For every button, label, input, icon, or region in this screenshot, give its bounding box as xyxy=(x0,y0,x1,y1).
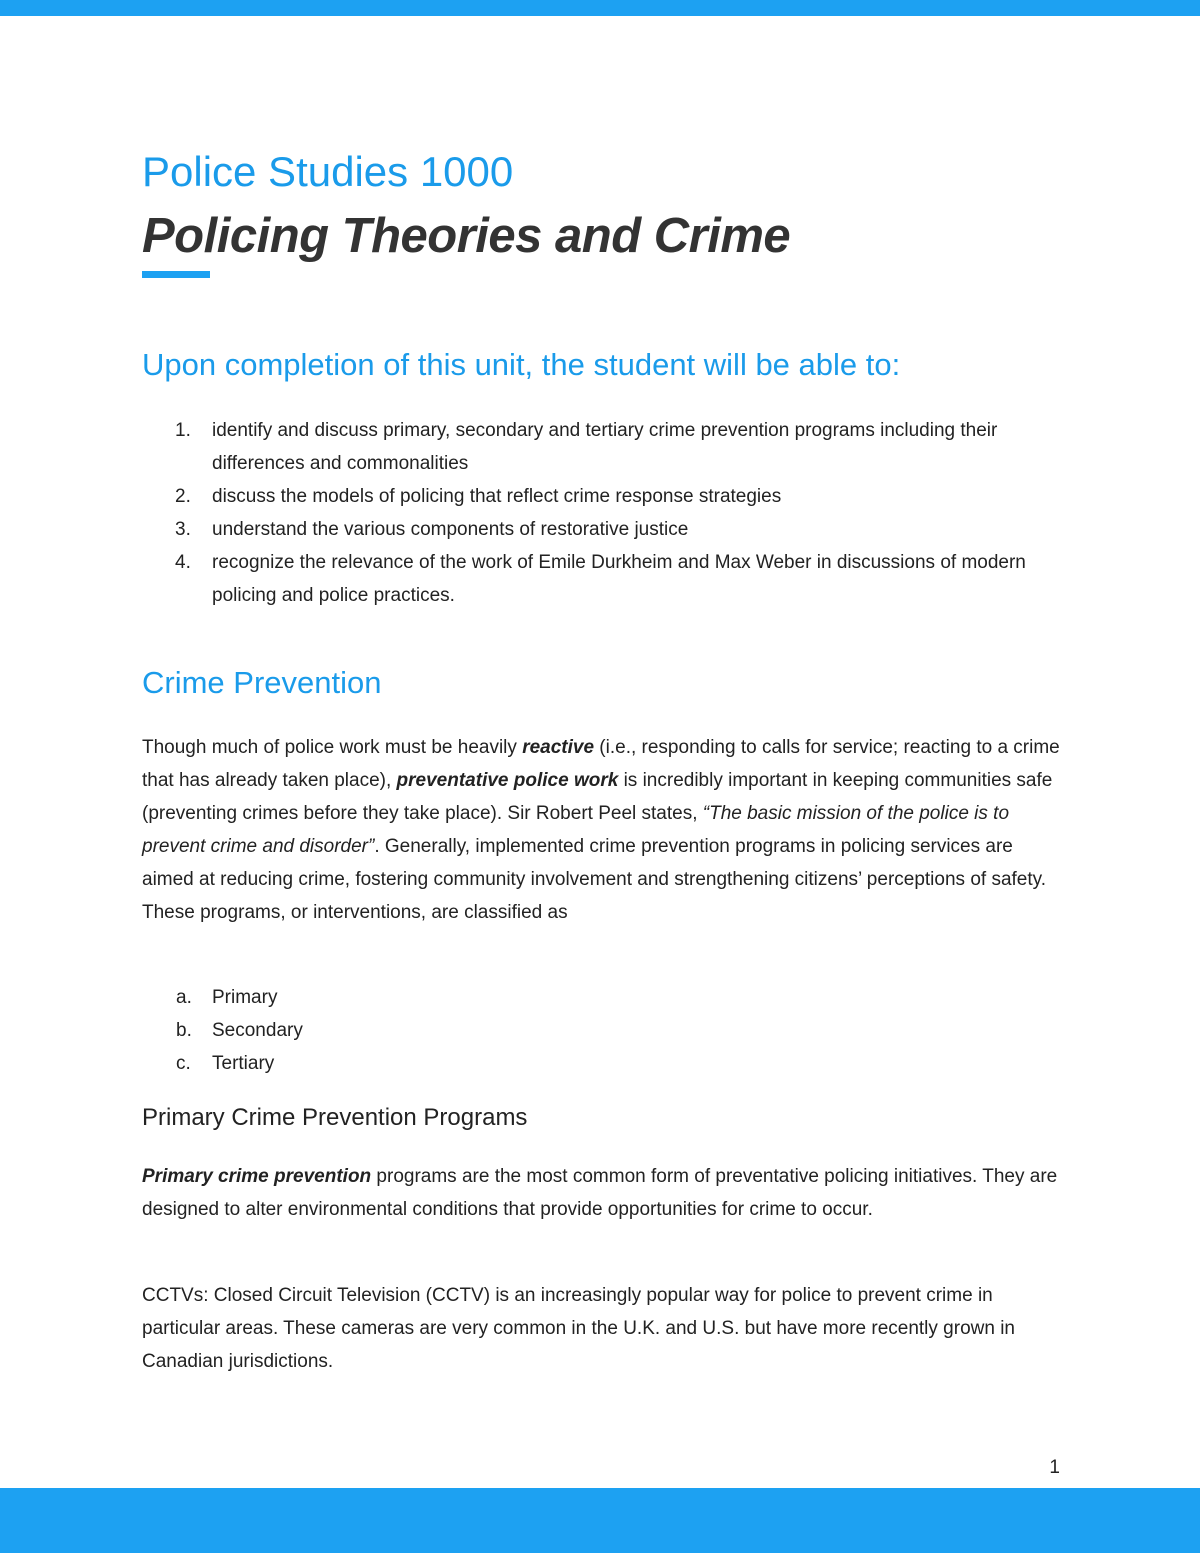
objective-number: 4. xyxy=(175,552,191,573)
emphasis-preventative: preventative police work xyxy=(396,770,619,791)
type-label: Tertiary xyxy=(212,1053,275,1074)
objective-item xyxy=(142,414,1062,480)
paragraph-text: is incredibly important in keeping communities safe (preventing crimes before they take place). Sir Robert Peel states, xyxy=(142,770,1053,824)
crime-prevention-heading: Crime Prevention xyxy=(142,665,382,700)
emphasis-primary-prevention: Primary crime prevention xyxy=(142,1166,372,1187)
objectives-heading: Upon completion of this unit, the student will be able to: xyxy=(142,347,901,382)
objective-item xyxy=(142,546,1062,612)
course-name: Police Studies 1000 xyxy=(142,148,514,195)
type-letter: b. xyxy=(176,1020,192,1041)
peel-quote: “The basic mission of the police is to prevent crime and disorder” xyxy=(142,803,1010,857)
type-label: Secondary xyxy=(212,1020,303,1041)
bottom-accent-bar xyxy=(0,1488,1200,1553)
emphasis-reactive: reactive xyxy=(522,737,595,758)
page-number: 1 xyxy=(1049,1457,1060,1478)
prevention-type-item xyxy=(142,1047,742,1080)
objective-number: 2. xyxy=(175,486,191,507)
type-letter: a. xyxy=(176,987,192,1008)
objective-number: 3. xyxy=(175,519,191,540)
page-title: Policing Theories and Crime xyxy=(142,209,791,263)
paragraph-text: Though much of police work must be heavily xyxy=(142,737,523,758)
prevention-types-list xyxy=(142,981,742,1080)
objective-number: 1. xyxy=(175,420,191,441)
type-label: Primary xyxy=(212,987,278,1008)
prevention-type-item xyxy=(142,981,742,1014)
cctv-paragraph: CCTVs: Closed Circuit Television (CCTV) is an increasingly popular way for police to prevent crime in particular areas. These cameras are very common in the U.K. and U.S. but have more recently grown in Canadian jurisdictions. xyxy=(142,1285,1015,1372)
objective-text: understand the various components of restorative justice xyxy=(212,519,689,540)
paragraph-text: . Generally, implemented crime prevention programs in policing services are aimed at reducing crime, fostering community involvement and strengthening citizens’ perceptions of safety. These programs, or interventions, are classified as xyxy=(142,836,1047,923)
primary-programs-paragraph xyxy=(142,1160,1067,1226)
prevention-type-item xyxy=(142,1014,742,1047)
type-letter: c. xyxy=(176,1053,191,1074)
paragraph-text: programs are the most common form of preventative policing initiatives. They are designed to alter environmental conditions that provide opportunities for crime to occur. xyxy=(142,1166,1058,1220)
crime-prevention-paragraph xyxy=(142,731,1067,929)
objective-text: identify and discuss primary, secondary and tertiary crime prevention programs including their differences and commonalities xyxy=(212,420,998,474)
objective-text: recognize the relevance of the work of Emile Durkheim and Max Weber in discussions of modern policing and police practices. xyxy=(212,552,1026,606)
objectives-list xyxy=(142,414,1062,612)
paragraph-text: (i.e., responding to calls for service; reacting to a crime that has already taken place), xyxy=(142,737,1060,791)
title-underline-accent xyxy=(142,271,210,278)
objective-item xyxy=(142,513,1062,546)
objective-text: discuss the models of policing that reflect crime response strategies xyxy=(212,486,782,507)
objective-item xyxy=(142,480,1062,513)
top-accent-bar xyxy=(0,0,1200,16)
primary-programs-heading: Primary Crime Prevention Programs xyxy=(142,1104,528,1131)
